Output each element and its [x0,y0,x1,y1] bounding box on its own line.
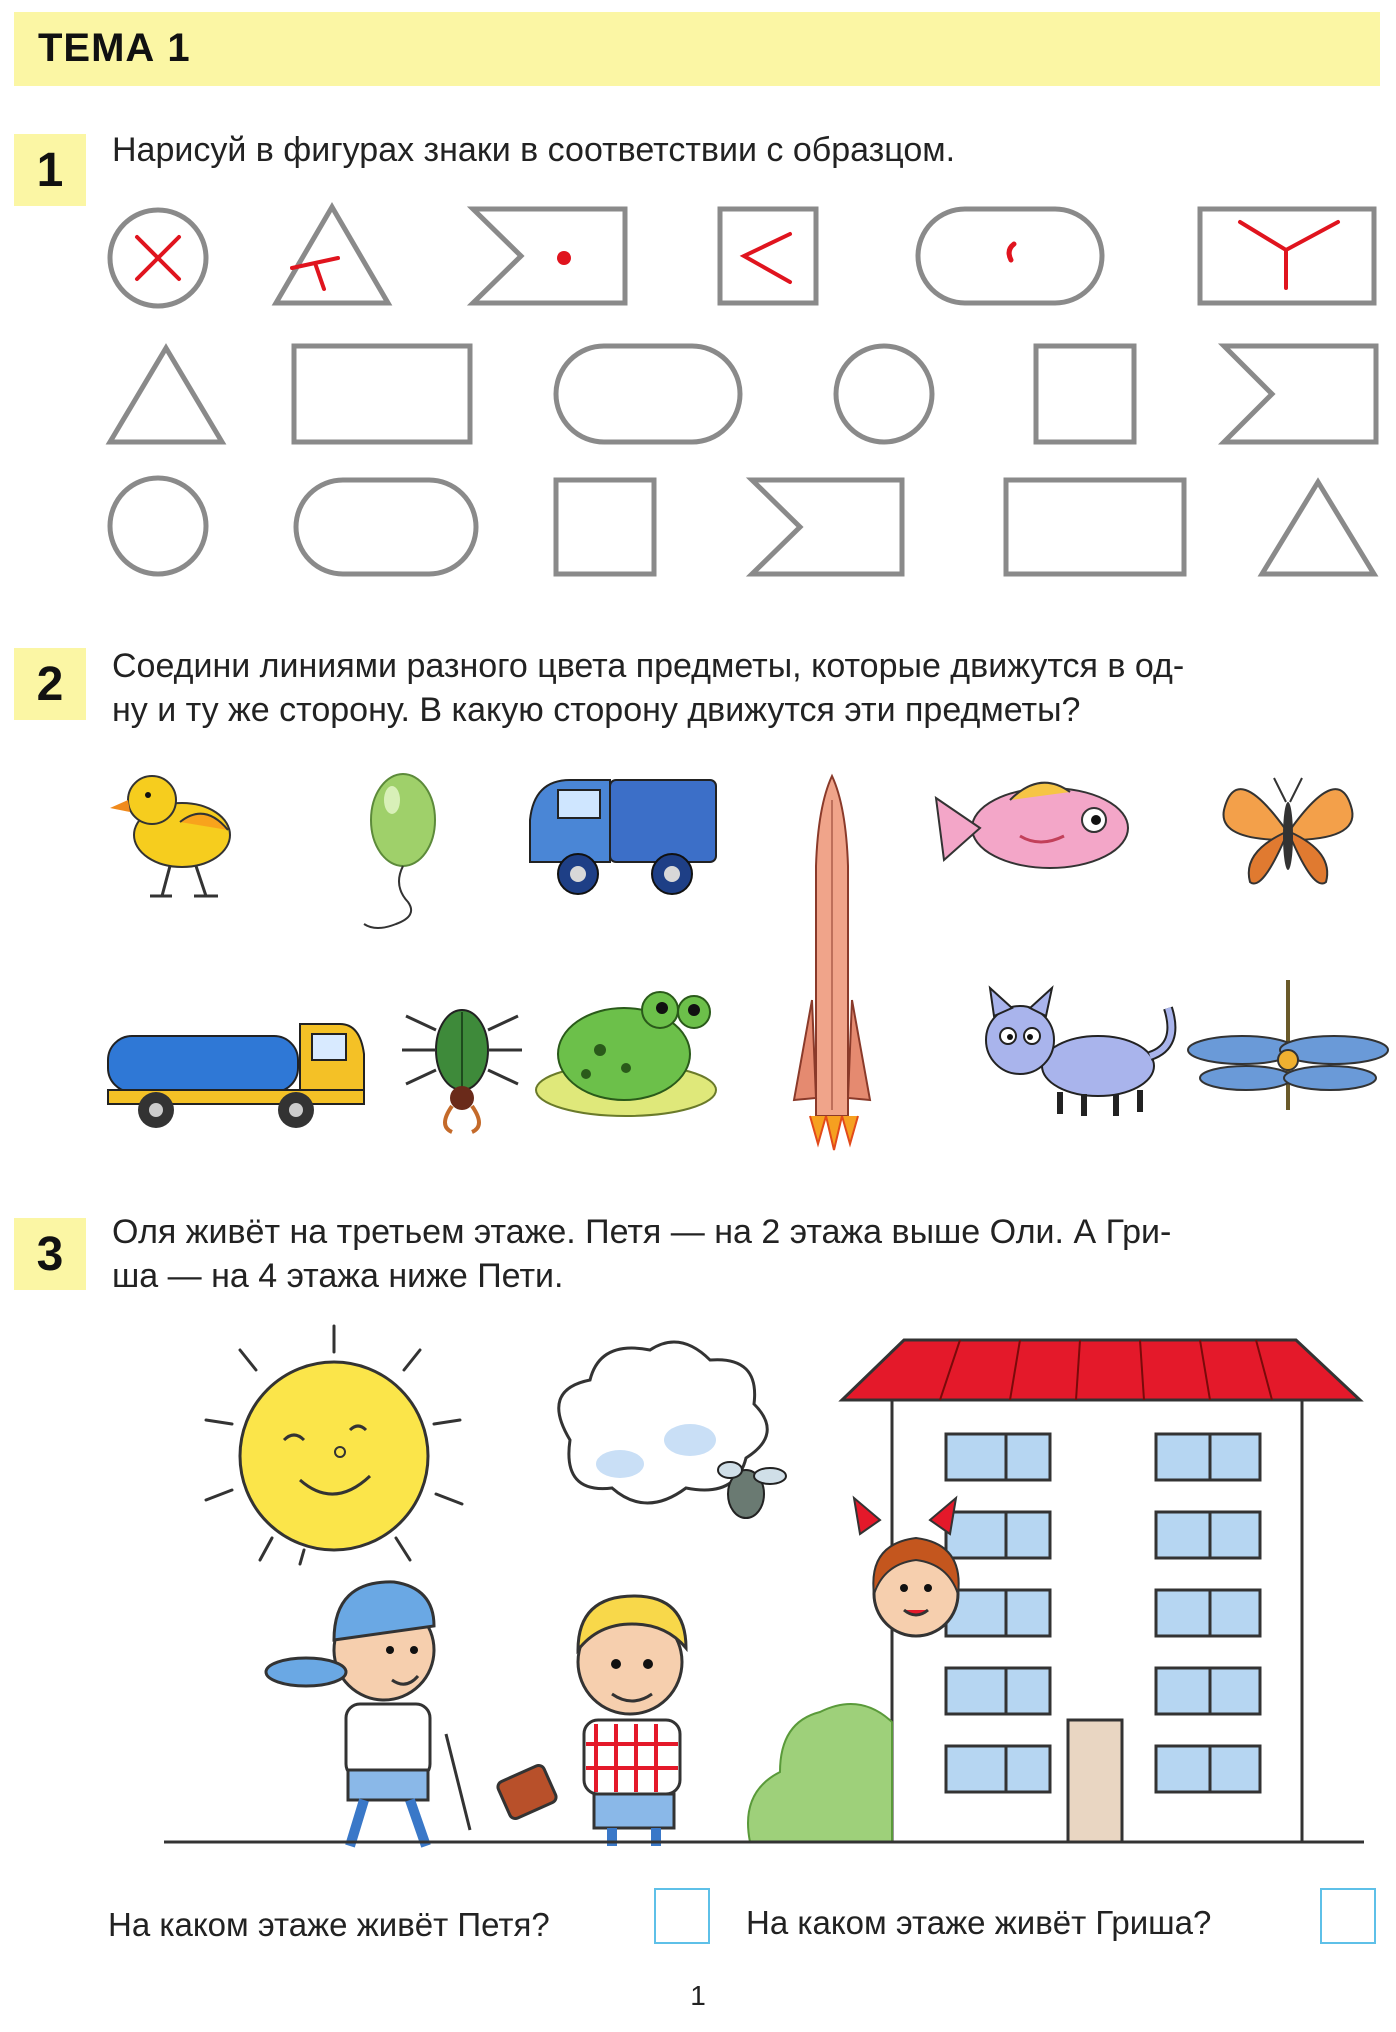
window [1156,1746,1260,1792]
window [946,1668,1050,1714]
window [1156,1434,1260,1480]
window [1156,1512,1260,1558]
task-2-text-line2: ну и ту же сторону. В какую сторону движутся эти предметы? [112,691,1081,729]
task-3-text-line2: ша — на 4 этажа ниже Пети. [112,1257,564,1295]
task-1-number: 1 [14,134,86,206]
task-2-text-line1: Соедини линиями разного цвета предметы, которые движутся в од- [112,647,1185,685]
bush-picture [748,1704,892,1842]
task-3-number: 3 [14,1218,86,1290]
task-3-text-line1: Оля живёт на третьем этаже. Петя — на 2 этажа выше Оли. А Гри- [112,1213,1172,1251]
window [946,1512,1050,1558]
task-2-number: 2 [14,648,86,720]
window [946,1746,1050,1792]
boy-with-bag-picture [496,1596,686,1846]
page-number: 1 [690,1980,706,2011]
sun-picture [206,1326,462,1564]
window [946,1434,1050,1480]
window [1156,1668,1260,1714]
answer-box-petya[interactable] [654,1888,710,1944]
window [1156,1590,1260,1636]
window [946,1590,1050,1636]
question-grisha: На каком этаже живёт Гриша? [746,1904,1212,1941]
task-1-text: Нарисуй в фигурах знаки в соответствии с образцом. [112,131,956,169]
answer-box-grisha[interactable] [1320,1888,1376,1944]
question-petya: На каком этаже живёт Петя? [108,1906,550,1943]
fly-picture [718,1462,786,1518]
boy-with-cap-picture [266,1582,470,1846]
topic-title: ТЕМА 1 [38,26,191,70]
door [1068,1720,1122,1842]
